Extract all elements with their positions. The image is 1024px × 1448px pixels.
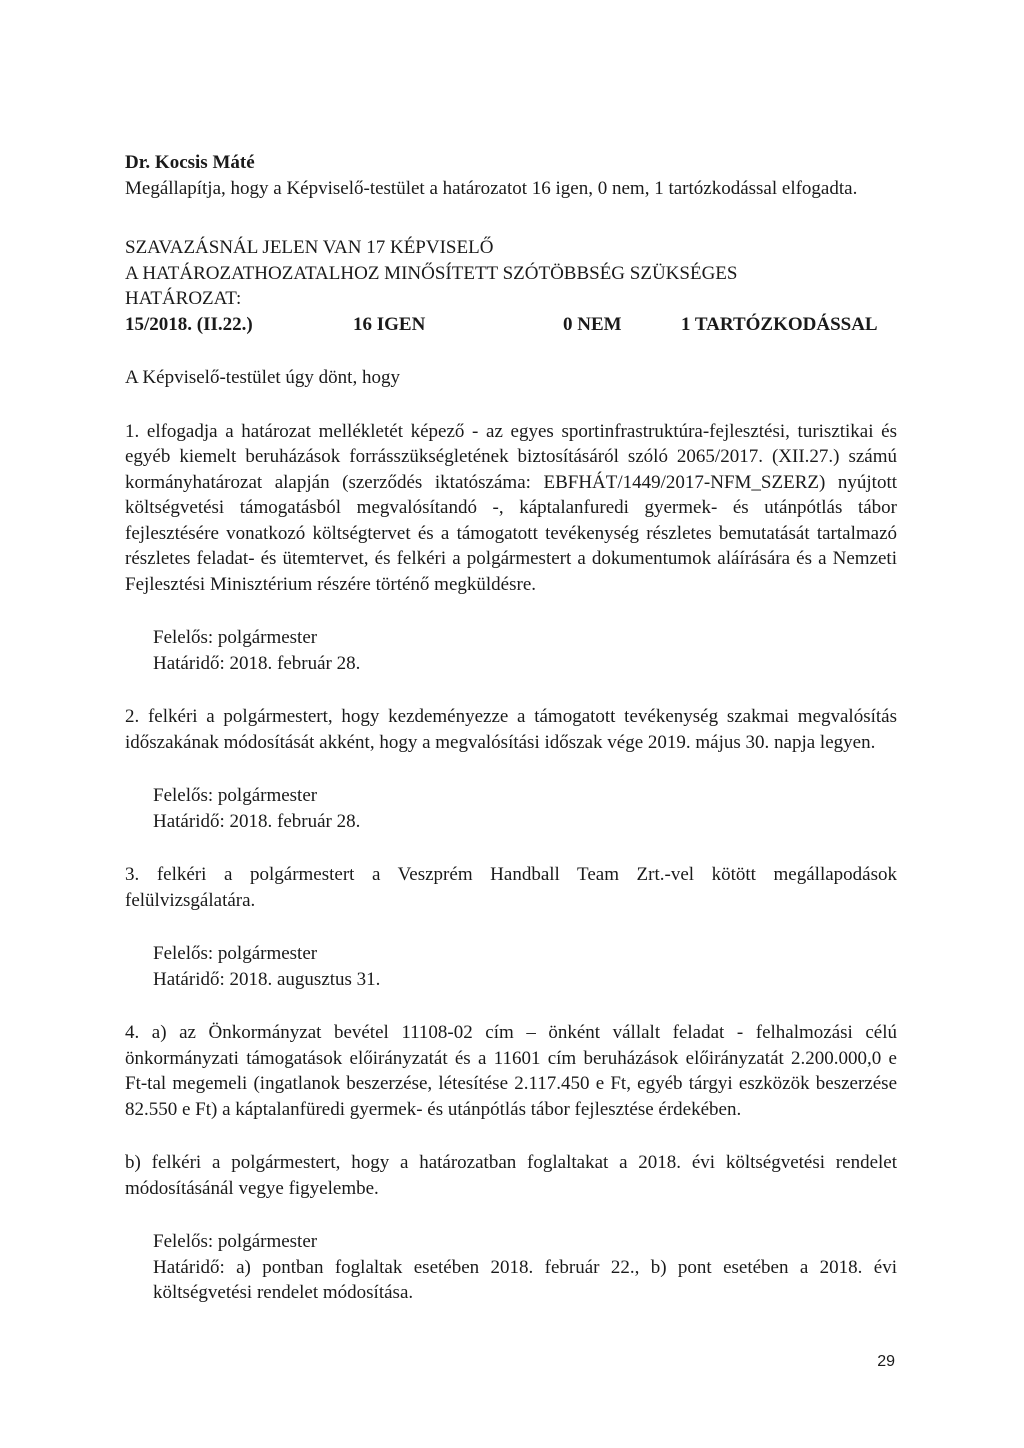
vote-header-line1: SZAVAZÁSNÁL JELEN VAN 17 KÉPVISELŐ <box>125 237 494 258</box>
page-number: 29 <box>877 1353 895 1370</box>
item-4-responsible: Felelős: polgármester <box>153 1231 318 1252</box>
speaker-name: Dr. Kocsis Máté <box>125 152 255 173</box>
resolution-number: 15/2018. (II.22.) <box>125 313 253 335</box>
item-1-deadline: Határidő: 2018. február 28. <box>153 652 361 674</box>
vote-header-line3: HATÁROZAT: <box>125 288 242 309</box>
item-3-deadline: Határidő: 2018. augusztus 31. <box>153 968 381 990</box>
vote-no: 0 NEM <box>563 313 622 335</box>
page-content <box>125 150 897 1306</box>
item-1-responsible: Felelős: polgármester <box>153 627 318 648</box>
vote-yes: 16 IGEN <box>353 313 426 335</box>
vote-header-line2: A HATÁROZATHOZATALHOZ MINŐSÍTETT SZÓTÖBBSÉG SZÜKSÉGES <box>125 262 738 284</box>
item-2-text: 2. felkéri a polgármestert, hogy kezdeményezze a támogatott tevékenység szakmai megvalósítás időszakának módosítását akként, hogy a megvalósítási időszak vége 2019. május 30. napja legyen. <box>125 706 897 753</box>
vote-abstain: 1 TARTÓZKODÁSSAL <box>681 313 878 335</box>
item-4-deadline: Határidő: a) pontban foglaltak esetében 2018. február 22., b) pont esetében a 2018. évi költségvetési rendelet módosítása. <box>153 1256 897 1303</box>
item-2-meta <box>125 783 897 834</box>
item-4b-text: b) felkéri a polgármestert, hogy a határozatban foglaltakat a 2018. évi költségvetési rendelet módosításánál vegye figyelembe. <box>125 1152 897 1199</box>
item-3-responsible: Felelős: polgármester <box>153 943 318 964</box>
item-1-text: 1. elfogadja a határozat mellékletét képező - az egyes sportinfrastruktúra-fejlesztési, turisztikai és egyéb kiemelt beruházások forrásszükségletének biztosításáról szóló 2065/2017. (XII.27.) számú kormányhatározat alapján (szerződés iktatószáma: EBFHÁT/1449/2017-NFM_SZERZ) nyújtott költségvetési támogatásból megvalósítandó -, káptalanfuredi gyermek- és utánpótlás tábor fejlesztésére vonatkozó költségtervet és a támogatott tevékenység részletes bemutatását tartalmazó részletes feladat- és ütemtervet, és felkéri a polgármestert a dokumentumok aláírására és a Nemzeti Fejlesztési Minisztérium részére történő megküldésre. <box>125 420 897 595</box>
vote-header <box>125 235 897 312</box>
vote-result-row <box>125 312 897 338</box>
item-3-meta <box>125 941 897 992</box>
item-4a-text: 4. a) az Önkormányzat bevétel 11108-02 cím – önként vállalt feladat - felhalmozási célú önkormányzati támogatások előirányzatát és a 11601 cím beruházások előirányzatát 2.200.000,0 e Ft-tal megemeli (ingatlanok beszerzése, létesítése 2.117.450 e Ft, egyéb tárgyi eszközök beszerzése 82.550 e Ft) a káptalanfüredi gyermek- és utánpótlás tábor fejlesztése érdekében. <box>125 1022 897 1120</box>
item-1-meta <box>125 625 897 676</box>
decision-intro: A Képviselő-testület úgy dönt, hogy <box>125 367 400 388</box>
item-4-meta <box>125 1229 897 1306</box>
item-2-responsible: Felelős: polgármester <box>153 785 318 806</box>
item-2-deadline: Határidő: 2018. február 28. <box>153 810 361 832</box>
item-3-text: 3. felkéri a polgármestert a Veszprém Handball Team Zrt.-vel kötött megállapodások felülvizsgálatára. <box>125 864 897 911</box>
statement-text: Megállapítja, hogy a Képviselő-testület a határozatot 16 igen, 0 nem, 1 tartózkodással elfogadta. <box>125 177 858 199</box>
